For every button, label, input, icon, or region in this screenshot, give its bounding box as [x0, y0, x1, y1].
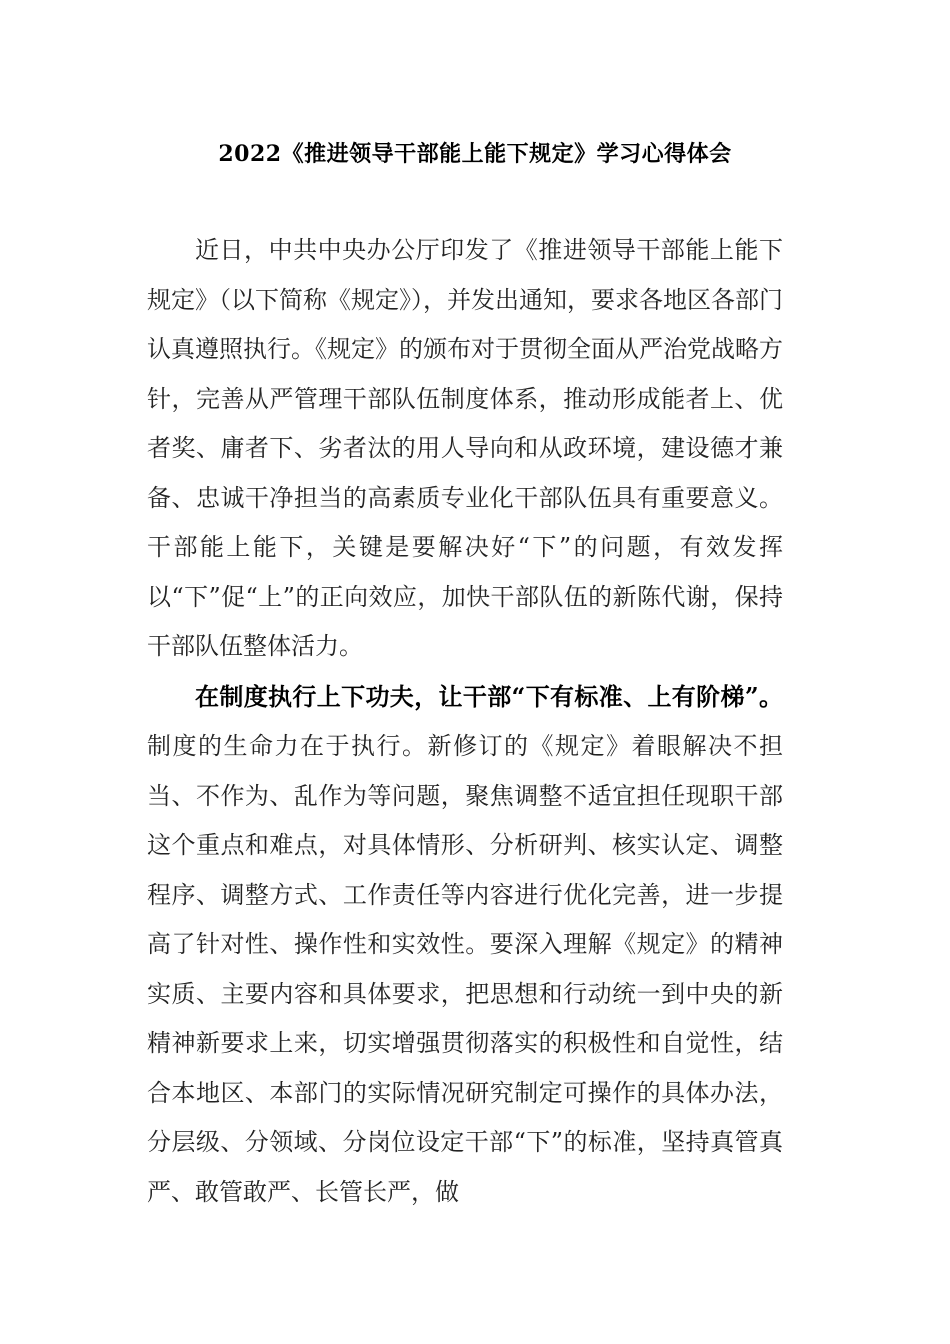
paragraph-lead-sentence: 在制度执行上下功夫，让干部“下有标准、上有阶梯”。: [195, 681, 783, 711]
paragraph-intro: [147, 226, 783, 672]
paragraph-institution-execution: [147, 672, 783, 1218]
paragraph-text: 制度的生命力在于执行。新修订的《规定》着眼解决不担当、不作为、乱作为等问题，聚焦调整不适宜担任现职干部这个重点和难点，对具体情形、分析研判、核实认定、调整程序、调整方式、工作责任等内容进行优化完善，进一步提高了针对性、操作性和实效性。要深入理解《规定》的精神实质、主要内容和具体要求，把思想和行动统一到中央的新精神新要求上来，切实增强贯彻落实的积极性和自觉性，结合本地区、本部门的实际情况研究制定可操作的具体办法，分层级、分领域、分岗位设定干部“下”的标准，坚持真管真严、敢管敢严、长管长严，做: [147, 732, 783, 1206]
paragraph-text: 近日，中共中央办公厅印发了《推进领导干部能上能下规定》（以下简称《规定》），并发出通知，要求各地区各部门认真遵照执行。《规定》的颁布对于贯彻全面从严治党战略方针，完善从严管理干部队伍制度体系，推动形成能者上、优者奖、庸者下、劣者汰的用人导向和从政环境，建设德才兼备、忠诚干净担当的高素质专业化干部队伍具有重要意义。干部能上能下，关键是要解决好“下”的问题，有效发挥以“下”促“上”的正向效应，加快干部队伍的新陈代谢，保持干部队伍整体活力。: [147, 236, 783, 660]
document-body: [147, 226, 783, 1217]
document-title: 2022《推进领导干部能上能下规定》学习心得体会: [218, 141, 732, 167]
